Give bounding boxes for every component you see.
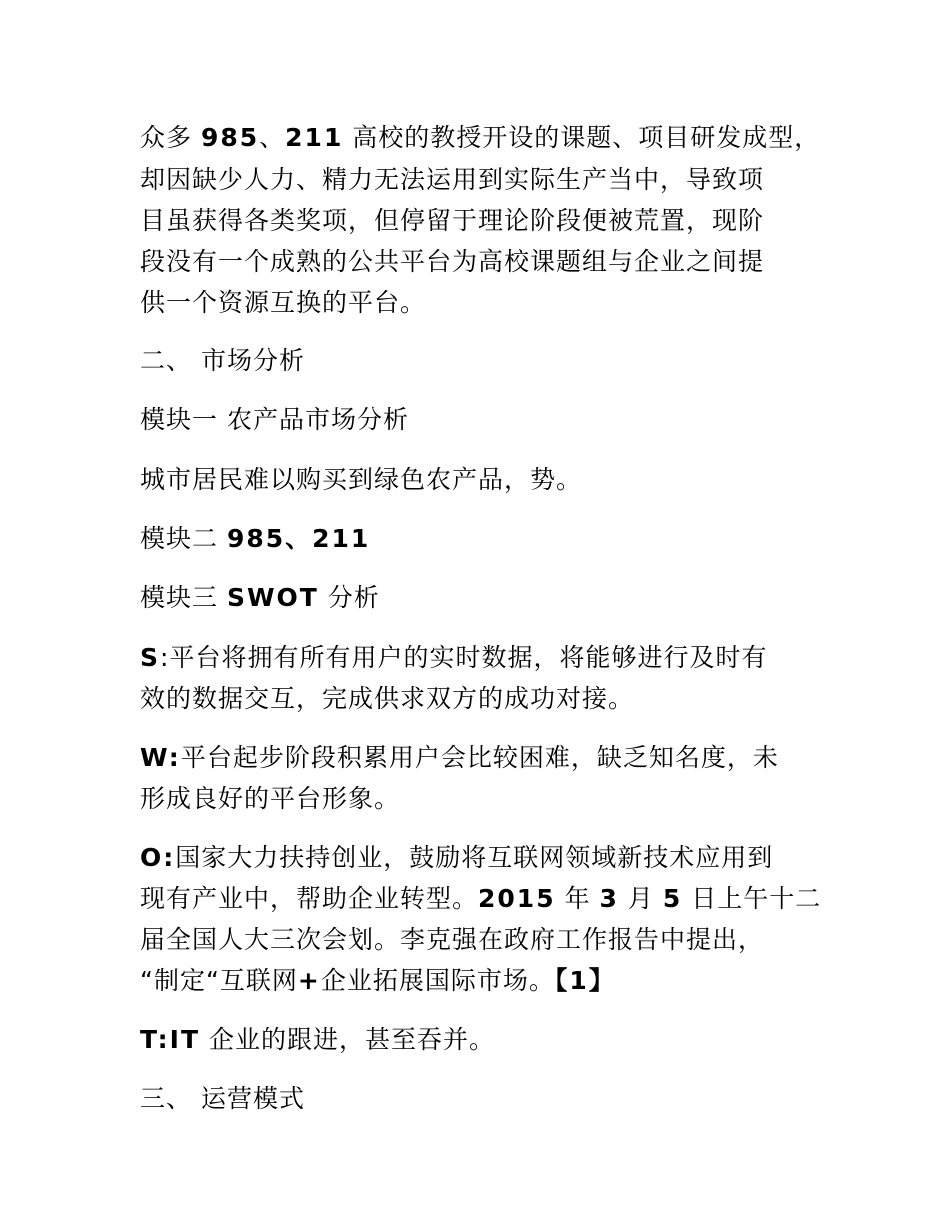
- text-span: 众多: [140, 123, 201, 152]
- swot-label: O:: [140, 843, 176, 872]
- para1-line-4: 段没有一个成熟的公共平台为高校课题组与企业之间提: [140, 247, 765, 276]
- para1-line-5: 供一个资源互换的平台。: [140, 288, 427, 317]
- text-span: 现有产业中，帮助企业转型。: [140, 884, 479, 913]
- text-span: 国家大力扶持创业，鼓励将互联网领域新技术应用到: [175, 843, 774, 872]
- bold-text: 985、211: [226, 524, 371, 553]
- swot-label: T:IT: [140, 1025, 201, 1054]
- text-span: 模块三: [140, 583, 227, 612]
- text-span: 、: [259, 123, 286, 152]
- swot-w-line-1: [140, 741, 779, 775]
- para1-line-2: 却因缺少人力、精力无法运用到实际生产当中，导致项: [140, 165, 765, 194]
- module-heading: [140, 522, 370, 556]
- bold-number: 5: [662, 884, 683, 913]
- text-span: 高校的教授开设的课题、项目研发成型，: [343, 123, 821, 152]
- swot-o-line-2: [140, 882, 821, 916]
- swot-label: S: [140, 643, 161, 672]
- swot-s-line-1: [140, 641, 767, 675]
- para1-line-1: [140, 121, 820, 155]
- section-heading: 三、 运营模式: [140, 1084, 305, 1113]
- bold-number: 2015: [478, 884, 556, 913]
- swot-s-line-2: 效的数据交互，完成供求双方的成功对接。: [140, 684, 635, 713]
- paragraph: 城市居民难以购买到绿色农产品，势。: [140, 465, 583, 494]
- swot-o-line-3: 届全国人大三次会划。李克强在政府工作报告中提出，: [140, 925, 765, 954]
- swot-w-line-2: 形成良好的平台形象。: [140, 784, 401, 813]
- module-heading: [140, 581, 380, 615]
- text-span: 模块二: [140, 524, 227, 553]
- para1-line-3: 目虽获得各类奖项，但停留于理论阶段便被荒置，现阶: [140, 206, 765, 235]
- module-heading: 模块一 农产品市场分析: [140, 405, 409, 434]
- section-heading: 二、 市场分析: [140, 346, 305, 375]
- text-span: 平台起步阶段积累用户会比较困难，缺乏知名度，未: [180, 743, 779, 772]
- swot-o-line-4: [140, 964, 616, 998]
- bold-number: 211: [285, 123, 344, 152]
- bold-symbol: +: [297, 966, 321, 995]
- swot-t-line: [140, 1023, 495, 1057]
- text-span: 企业的跟进，甚至吞并。: [200, 1025, 495, 1054]
- swot-o-line-1: [140, 841, 773, 875]
- citation-ref: 【1】: [554, 966, 616, 995]
- text-span: 分析: [318, 583, 380, 612]
- text-span: 月: [627, 884, 654, 913]
- text-span: 企业拓展国际市场。: [320, 966, 555, 995]
- text-span: “制定“互联网: [140, 966, 298, 995]
- text-span: 年: [564, 884, 591, 913]
- bold-number: 985: [200, 123, 260, 152]
- text-span: :平台将拥有所有用户的实时数据，将能够进行及时有: [160, 643, 768, 672]
- swot-label: W:: [140, 743, 181, 772]
- bold-number: 3: [599, 884, 619, 913]
- bold-text: SWOT: [226, 583, 319, 612]
- text-span: 日上午十二: [691, 884, 822, 913]
